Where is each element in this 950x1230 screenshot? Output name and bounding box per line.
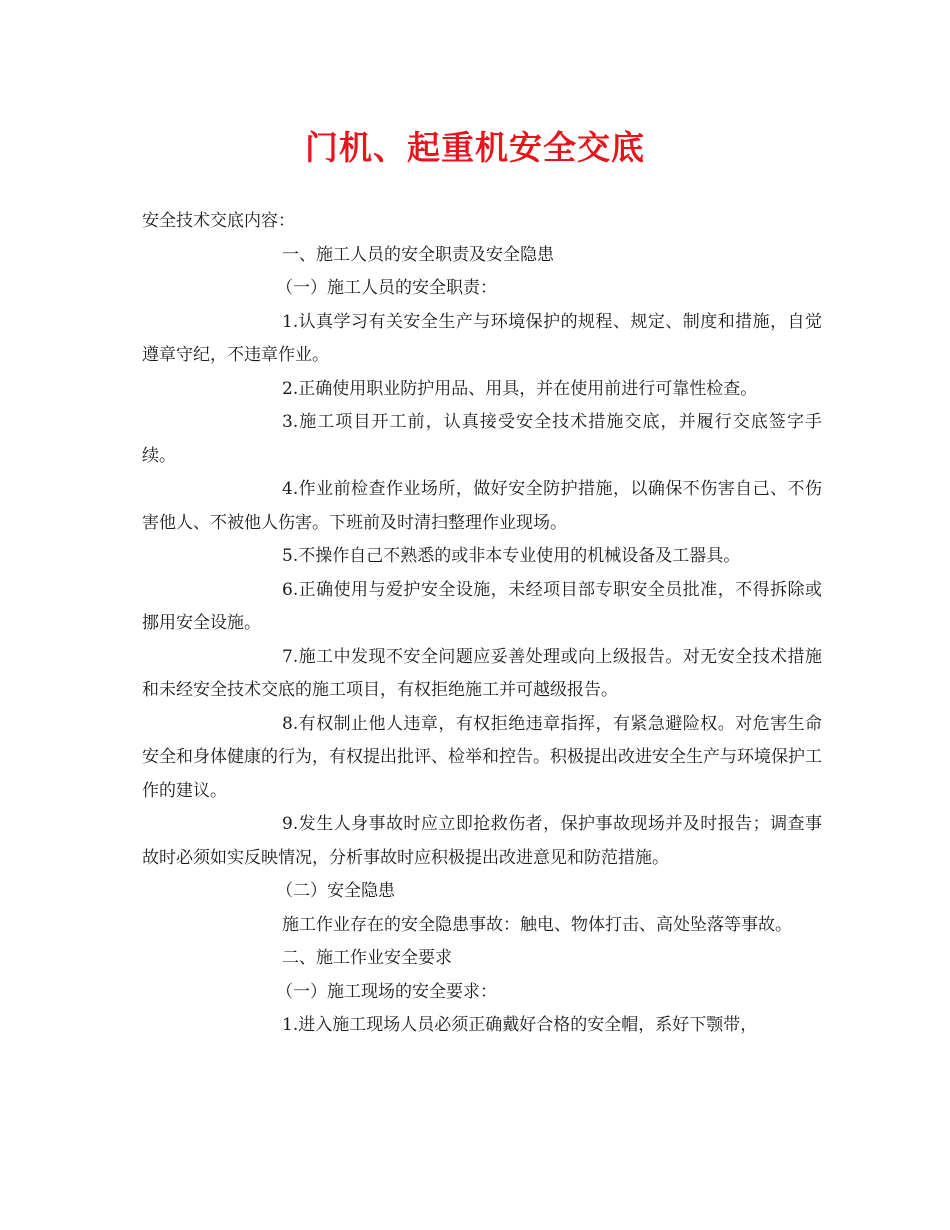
duty-item-4: 4.作业前检查作业场所，做好安全防护措施，以确保不伤害自己、不伤害他人、不被他人伤害。下班前及时清扫整理作业现场。: [142, 479, 822, 533]
duty-item-5: 5.不操作自己不熟悉的或非本专业使用的机械设备及工器具。: [282, 546, 741, 566]
page-title: 门机、起重机安全交底: [305, 128, 645, 167]
duty-item-9: 9.发生人身事故时应立即抢救伤者，保护事故现场并及时报告；调查事故时必须如实反映情况，分析事故时应积极提出改进意见和防范措施。: [142, 814, 822, 868]
duty-item-8: 8.有权制止他人违章，有权拒绝违章指挥，有紧急避险权。对危害生命安全和身体健康的行为，有权提出批评、检举和控告。积极提出改进安全生产与环境保护工作的建议。: [142, 713, 822, 801]
section2-heading: 二、施工作业安全要求: [282, 948, 452, 968]
intro-line: 安全技术交底内容：: [142, 211, 295, 231]
section1-sub2-heading: （二）安全隐患: [276, 881, 395, 901]
duty-item-7: 7.施工中发现不安全问题应妥善处理或向上级报告。对无安全技术措施和未经安全技术交底的施工项目，有权拒绝施工并可越级报告。: [142, 646, 822, 700]
hazard-text: 施工作业存在的安全隐患事故：触电、物体打击、高处坠落等事故。: [282, 914, 792, 935]
document-body: [142, 205, 822, 1043]
duty-item-3: 3.施工项目开工前，认真接受安全技术措施交底，并履行交底签字手续。: [142, 412, 822, 466]
duty-item-6: 6.正确使用与爱护安全设施，未经项目部专职安全员批准，不得拆除或挪用安全设施。: [142, 579, 822, 633]
section1-heading: 一、施工人员的安全职责及安全隐患: [282, 244, 554, 265]
duty-item-2: 2.正确使用职业防护用品、用具，并在使用前进行可靠性检查。: [282, 378, 758, 399]
section2-sub1-heading: （一）施工现场的安全要求：: [276, 981, 497, 1002]
section1-sub1-heading: （一）施工人员的安全职责：: [276, 278, 497, 298]
duty-item-1: 1.认真学习有关安全生产与环境保护的规程、规定、制度和措施，自觉遵章守纪，不违章作业。: [142, 311, 822, 365]
site-item-1: 1.进入施工现场人员必须正确戴好合格的安全帽，系好下颚带，: [282, 1015, 758, 1035]
